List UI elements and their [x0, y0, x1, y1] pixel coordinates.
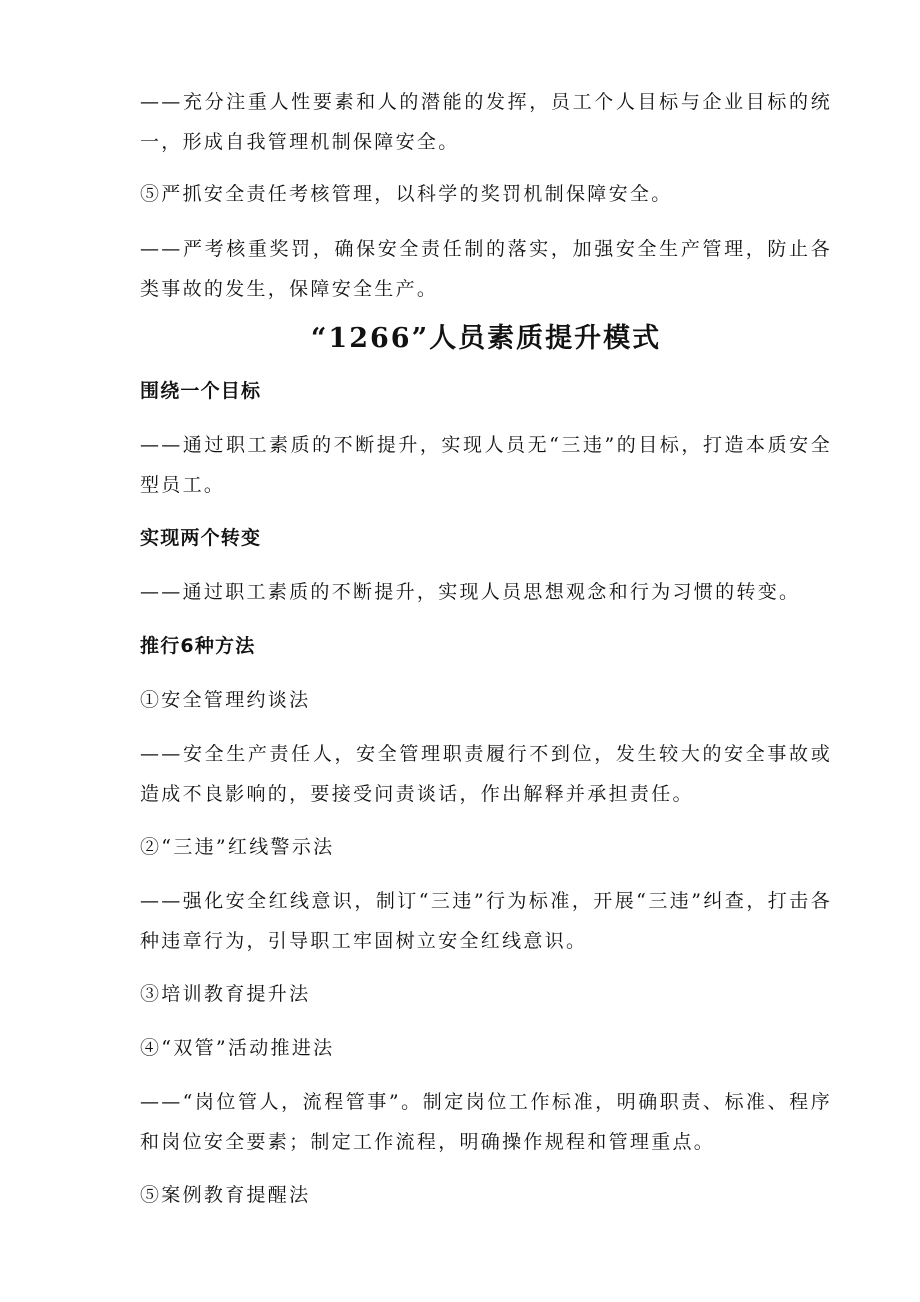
list-item-method-1: ①安全管理约谈法 [140, 689, 311, 711]
list-item-method-5: ⑤案例教育提醒法 [140, 1184, 311, 1206]
paragraph-method-2-detail: ——强化安全红线意识，制订“三违”行为标准，开展“三违”纠查，打击各种违章行为，引导职工牢固树立安全红线意识。 [140, 890, 832, 952]
heading-two-changes: 实现两个转变 [140, 527, 262, 549]
paragraph-assessment-detail: ——严考核重奖罚，确保安全责任制的落实，加强安全生产管理，防止各类事故的发生，保障安全生产。 [140, 238, 832, 300]
paragraph-goal-detail: ——通过职工素质的不断提升，实现人员无“三违”的目标，打造本质安全型员工。 [140, 434, 832, 496]
heading-one-goal: 围绕一个目标 [140, 380, 262, 402]
paragraph-method-1-detail: ——安全生产责任人，安全管理职责履行不到位，发生较大的安全事故或造成不良影响的，要接受问责谈话，作出解释并承担责任。 [140, 743, 832, 805]
list-item-method-2: ②“三违”红线警示法 [140, 836, 335, 858]
list-item-method-3: ③培训教育提升法 [140, 983, 311, 1005]
heading-six-methods: 推行6种方法 [140, 635, 256, 657]
list-item-assessment: ⑤严抓安全责任考核管理，以科学的奖罚机制保障安全。 [140, 183, 673, 205]
list-item-method-4: ④“双管”活动推进法 [140, 1037, 335, 1059]
section-title: “1266”人员素质提升模式 [310, 323, 662, 354]
paragraph-method-4-detail: ——“岗位管人，流程管事”。制定岗位工作标准，明确职责、标准、程序和岗位安全要素；制定工作流程，明确操作规程和管理重点。 [140, 1091, 832, 1153]
paragraph-changes-detail: ——通过职工素质的不断提升，实现人员思想观念和行为习惯的转变。 [140, 581, 801, 603]
paragraph-self-management: ——充分注重人性要素和人的潜能的发挥，员工个人目标与企业目标的统一，形成自我管理机制保障安全。 [140, 91, 832, 153]
